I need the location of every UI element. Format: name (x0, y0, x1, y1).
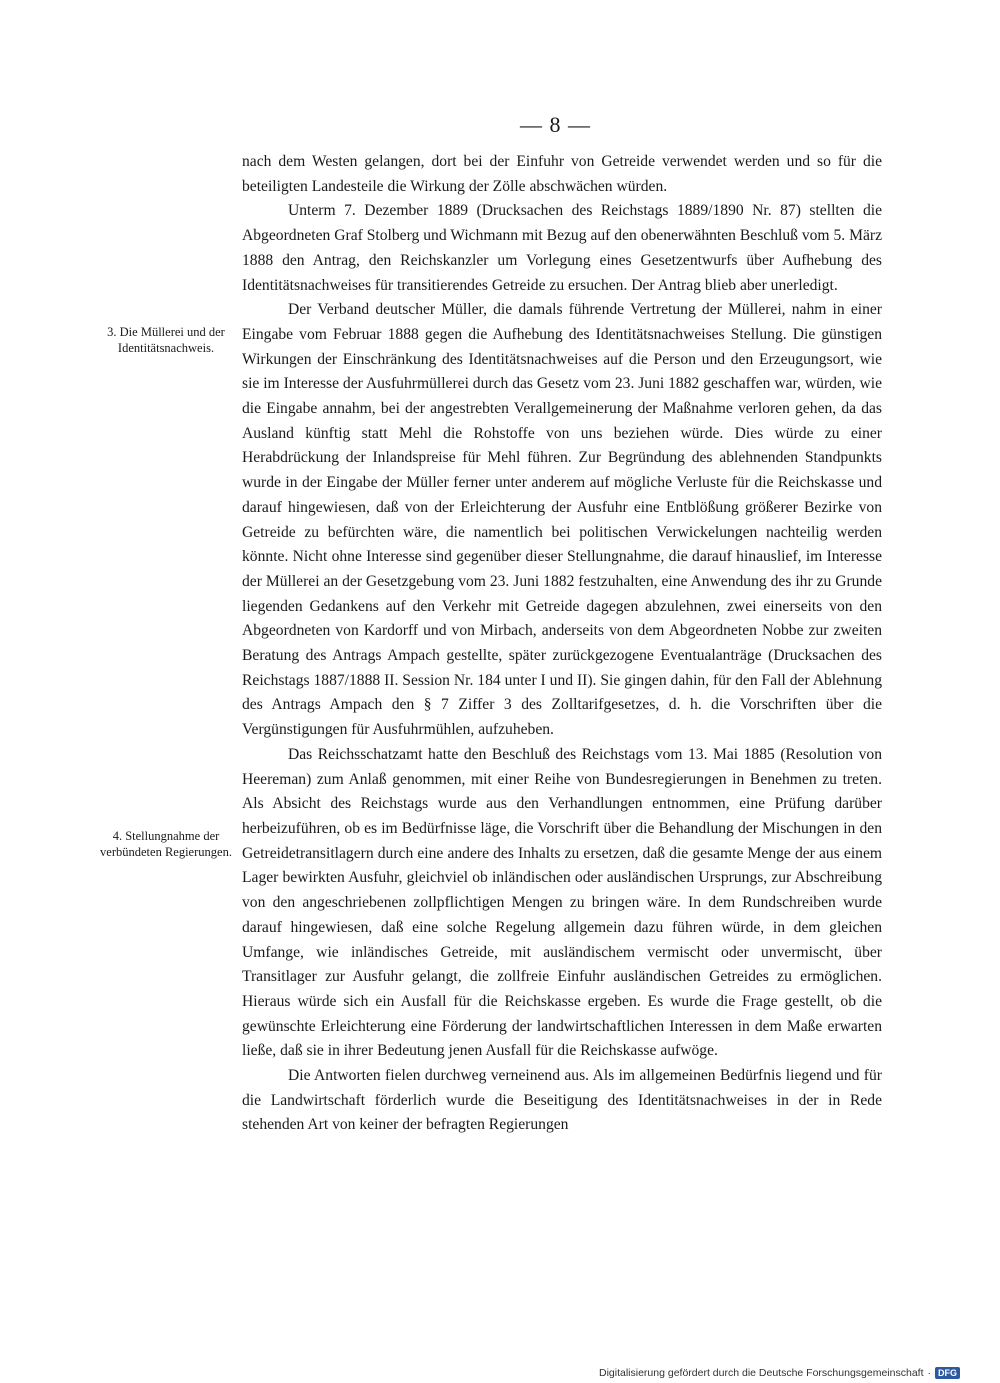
main-text (242, 150, 882, 1138)
paragraph-reichsschatzamt: Das Reichsschatzamt hatte den Beschluß des Reichstags vom 13. Mai 1885 (Resolution von Heereman) zum Anlaß genommen, mit einer Reihe von Bundesregierungen in Benehmen zu treten. Als Absicht des Reichstags wurde aus den Verhandlungen entnommen, eine Prüfung darüber herbeizuführen, ob es im Bedürfnisse läge, die Vorschrift über die Behandlung der Mischungen in den Getreidetransitlagern durch eine andere des Inhalts zu ersetzen, daß die gesamte Menge der aus einem Lager bewirkten Ausfuhr, gleichviel ob inländischen oder ausländischen Ursprungs, zur Abschreibung von den angeschriebenen zollpflichtigen Mengen zu bringen wäre. In dem Rundschreiben wurde darauf hingewiesen, daß eine solche Regelung allgemein dazu führen würde, in dem gleichen Umfange, wie inländisches Getreide, mit ausländischem vermischt oder unvermischt, über Transitlager zur Ausfuhr gelangt, die zollfreie Einfuhr ausländischen Getreides zu ermöglichen. Hieraus würde sich ein Ausfall für die Reichskasse ergeben. Es wurde die Frage gestellt, ob die gewünschte Erleichterung eine Förderung der landwirtschaftlichen Interessen in dem Maße erwarten ließe, daß sie in ihrer Bedeutung jenen Ausfall für die Reichskasse aufwöge. (242, 745, 882, 1060)
page-number: — 8 — (520, 112, 591, 137)
footer-credit: Digitalisierung gefördert durch die Deutsche Forschungsgemeinschaft (598, 1367, 924, 1379)
side-note-stellungnahme: 4. Stellungnahme der verbündeten Regierungen. (100, 829, 232, 859)
paragraph-muellerverband: Der Verband deutscher Müller, die damals führende Vertretung der Müllerei, nahm in einer Eingabe vom Februar 1888 gegen die Aufhebung des Identitätsnachweises Stellung. Die günstigen Wirkungen der Einschränkung des Identitätsnachweises auf die Person und den Erzeugungsort, wie sie im Interesse der Ausfuhrmüllerei durch das Gesetz vom 23. Juni 1882 geschaffen war, würden, wie die Eingabe annahm, bei der angestrebten Verallgemeinerung der Maßnahme verloren gehen, da das Ausland künftig statt Mehl die Rohstoffe von uns beziehen würde. Dies würde zu einer Herabdrückung der Inlandspreise für Mehl führen. Zur Begründung des ablehnenden Standpunkts wurde in der Eingabe der Müller ferner unter anderem auf mögliche Verluste für die Reichskasse und darauf hingewiesen, daß von der Erleichterung der Ausfuhr eine Entblößung größerer Bezirke von Getreide zu befürchten wäre, die namentlich bei politischen Verwickelungen nachteilig werden könnte. Nicht ohne Interesse sind gegenüber dieser Stellungnahme, die darauf hinauslief, im Interesse der Müllerei an der Gesetzgebung vom 23. Juni 1882 festzuhalten, eine Anwendung des ihr zu Grunde liegenden Gedankens auf den Verkehr mit Getreide dagegen abzulehnen, zwei einerseits von den Abgeordneten von Kardorff und von Mirbach, anderseits von dem Abgeordneten Nobbe zur zweiten Beratung des Antrags Ampach gestellte, später zurückgezogene Eventualanträge (Drucksachen des Reichstags 1887/1888 II. Session Nr. 184 unter I und II). Sie gingen dahin, für den Fall der Ablehnung des Antrags Ampach den § 7 Ziffer 3 des Zolltarifgesetzes, d. h. die Vorschriften über die Vergünstigungen für Ausfuhrmühlen, aufzuheben. (242, 301, 882, 739)
footer: Digitalisierung gefördert durch die Deutsche Forschungsgemeinschaft · DFG (599, 1367, 960, 1379)
side-note-muellerei: 3. Die Müllerei und der Identitätsnachweis. (107, 325, 225, 355)
paragraph-antrag-stolberg: Unterm 7. Dezember 1889 (Drucksachen des Reichstags 1889/1890 Nr. 87) stellten die Abgeordneten Graf Stolberg und Wichmann mit Bezug auf den obenerwähnten Beschluß vom 5. März 1888 den Antrag, den Reichskanzler um Vorlegung eines Gesetzentwurfs über Aufhebung des Identitätsnachweises für transitierendes Getreide zu ersuchen. Der Antrag blieb aber unerledigt. (242, 202, 882, 294)
paragraph-antworten: Die Antworten fielen durchweg verneinend aus. Als im allgemeinen Bedürfnis liegend und für die Landwirtschaft förderlich wurde die Beseitigung des Identitätsnachweises in der in Rede stehenden Art von keiner der befragten Regierungen (242, 1067, 882, 1134)
paragraph-continuation: nach dem Westen gelangen, dort bei der Einfuhr von Getreide verwendet werden und so für die beteiligten Landesteile die Wirkung der Zölle abschwächen würden. (242, 153, 882, 195)
dfg-logo-icon: DFG (935, 1367, 960, 1379)
